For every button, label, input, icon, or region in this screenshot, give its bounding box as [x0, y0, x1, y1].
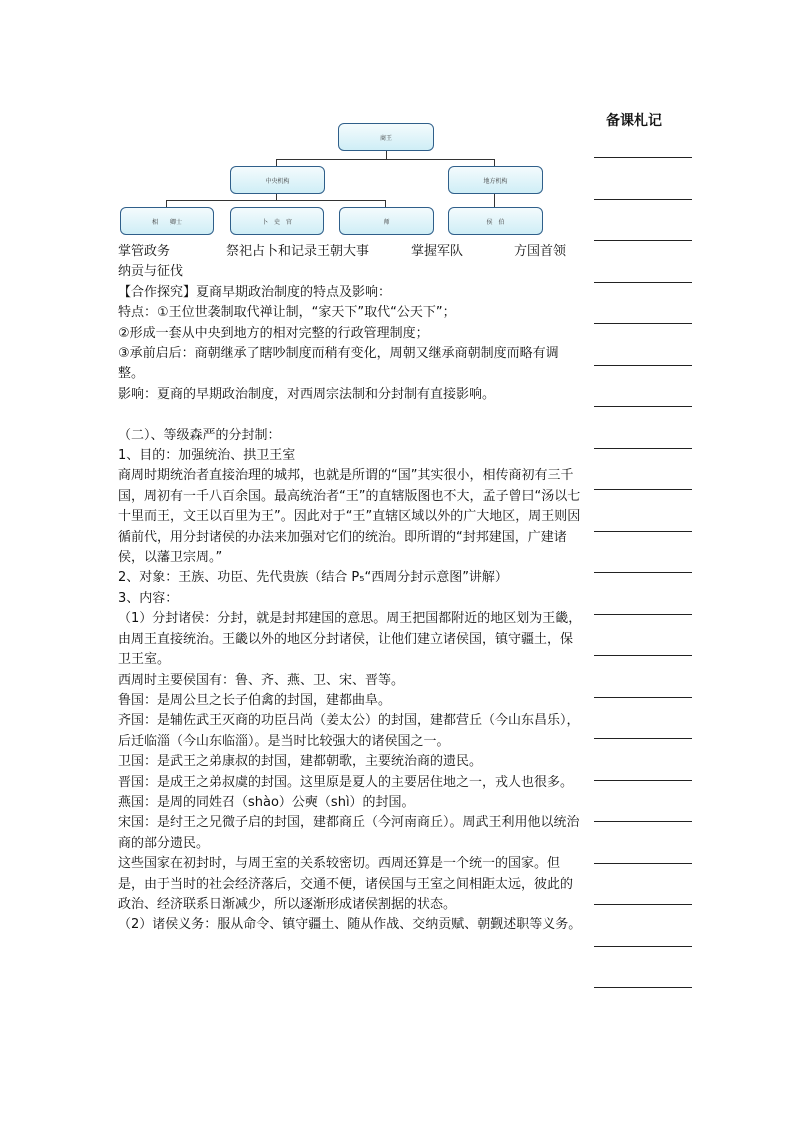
paragraph: 影响：夏商的早期政治制度，对西周宗法制和分封制有直接影响。 [118, 386, 496, 402]
paragraph: 2、对象：王族、功臣、先代贵族（结合 P₅“西周分封示意图”讲解） [118, 570, 508, 586]
note-line [594, 531, 692, 532]
chart-label: 掌握军队 [411, 244, 464, 259]
chart-node-xiang: 相 卿士 [120, 207, 214, 235]
paragraph: 燕国：是周的同姓召（shào）公奭（shì）的封国。 [118, 794, 415, 810]
note-line [594, 987, 692, 988]
chart-connector [276, 159, 495, 160]
chart-connector [494, 194, 495, 208]
note-line [594, 738, 692, 739]
chart-node-shi: 师 [339, 207, 434, 235]
note-line [594, 489, 692, 490]
note-line [594, 365, 692, 366]
paragraph: 西周时主要侯国有：鲁、齐、燕、卫、宋、晋等。 [118, 672, 405, 688]
note-line [594, 406, 692, 407]
main-text [118, 242, 583, 936]
note-line [594, 904, 692, 905]
note-line [594, 946, 692, 947]
paragraph: 后迁临淄（今山东临淄）。是当时比较强大的诸侯国之一。 [118, 733, 450, 749]
paragraph: 【合作探究】夏商早期政治制度的特点及影响： [118, 284, 392, 300]
paragraph: 纳贡与征伐 [118, 264, 184, 280]
chart-label: 祭祀占卜和记录王朝大事 [226, 244, 370, 259]
notes-title: 备课札记 [606, 113, 662, 129]
paragraph: （二）、等级森严的分封制： [118, 427, 281, 443]
note-line [594, 780, 692, 781]
paragraph: 鲁国：是周公旦之长子伯禽的封国，建都曲阜。 [118, 692, 392, 708]
paragraph: 这些国家在初封时，与周王室的关系较密切。西周还算是一个统一的国家。但是，由于当时的社会经济落后，交通不便，诸侯国与王室之间相距太远，彼此的政治、经济联系日渐减少，所以逐渐形成诸侯割据的状态。 [118, 856, 574, 912]
chart-node-central: 中央机构 [230, 166, 325, 194]
note-line [594, 240, 692, 241]
chart-label: 掌管政务 [118, 244, 171, 259]
chart-labels-row [118, 242, 583, 262]
chart-node-bushi: 卜 史 官 [230, 207, 324, 235]
paragraph: 3、内容： [118, 590, 179, 606]
note-line [594, 157, 692, 158]
paragraph: 晋国：是成王之弟叔虞的封国。这里原是夏人的主要居住地之一，戎人也很多。 [118, 774, 574, 790]
chart-connector [166, 200, 386, 201]
note-line [594, 199, 692, 200]
paragraph: ②形成一套从中央到地方的相对完整的行政管理制度； [118, 325, 429, 341]
paragraph: 商周时期统治者直接治理的城邦，也就是所谓的“国”其实很小，相传商初有三千国，周初有一千八百余国。最高统治者“王”的直辖版图也不大，孟子曾曰“汤以七十里而王，文王以百里为王”。因此对于“王”直辖区域以外的广大地区，周王则因循前代，用分封诸侯的办法来加强对它们的统治。即所谓的“封邦建国，广建诸侯，以藩卫宗周。” [118, 468, 581, 566]
note-line [594, 448, 692, 449]
chart-node-houbo: 侯 伯 [448, 207, 543, 235]
chart-node-local: 地方机构 [448, 166, 543, 194]
paragraph: ③承前启后：商朝继承了瞎吵制度而稍有变化，周朝又继承商朝制度而略有调整。 [118, 346, 559, 382]
org-chart [118, 118, 548, 238]
paragraph: 1、目的：加强统治、拱卫王室 [118, 448, 296, 464]
paragraph: （2）诸侯义务：服从命令、镇守疆土、随从作战、交纳贡赋、朝觐述职等义务。 [118, 917, 582, 933]
paragraph: （1）分封诸侯：分封，就是封邦建国的意思。周王把国都附近的地区划为王畿，由周王直接统治。王畿以外的地区分封诸侯，让他们建立诸侯国，镇守疆土，保卫王室。 [118, 611, 582, 668]
note-line [594, 614, 692, 615]
blank-line [118, 405, 583, 425]
paragraph: 齐国：是辅佐武王灭商的功臣吕尚（姜太公）的封国，建都营丘（今山东昌乐）， [118, 713, 580, 729]
paragraph: 特点：①王位世袭制取代禅让制，“家天下”取代“公天下”； [118, 305, 456, 321]
chart-label: 方国首领 [514, 244, 567, 259]
note-line [594, 697, 692, 698]
chart-node-root: 商王 [338, 123, 434, 151]
note-line [594, 572, 692, 573]
note-line [594, 282, 692, 283]
note-line [594, 655, 692, 656]
note-line [594, 821, 692, 822]
paragraph: 宋国：是纣王之兄微子启的封国，建都商丘（今河南商丘）。周武王利用他以统治商的部分遗民。 [118, 815, 580, 851]
note-line [594, 323, 692, 324]
note-line [594, 863, 692, 864]
paragraph: 卫国：是武王之弟康叔的封国，建都朝歌，主要统治商的遗民。 [118, 754, 483, 770]
